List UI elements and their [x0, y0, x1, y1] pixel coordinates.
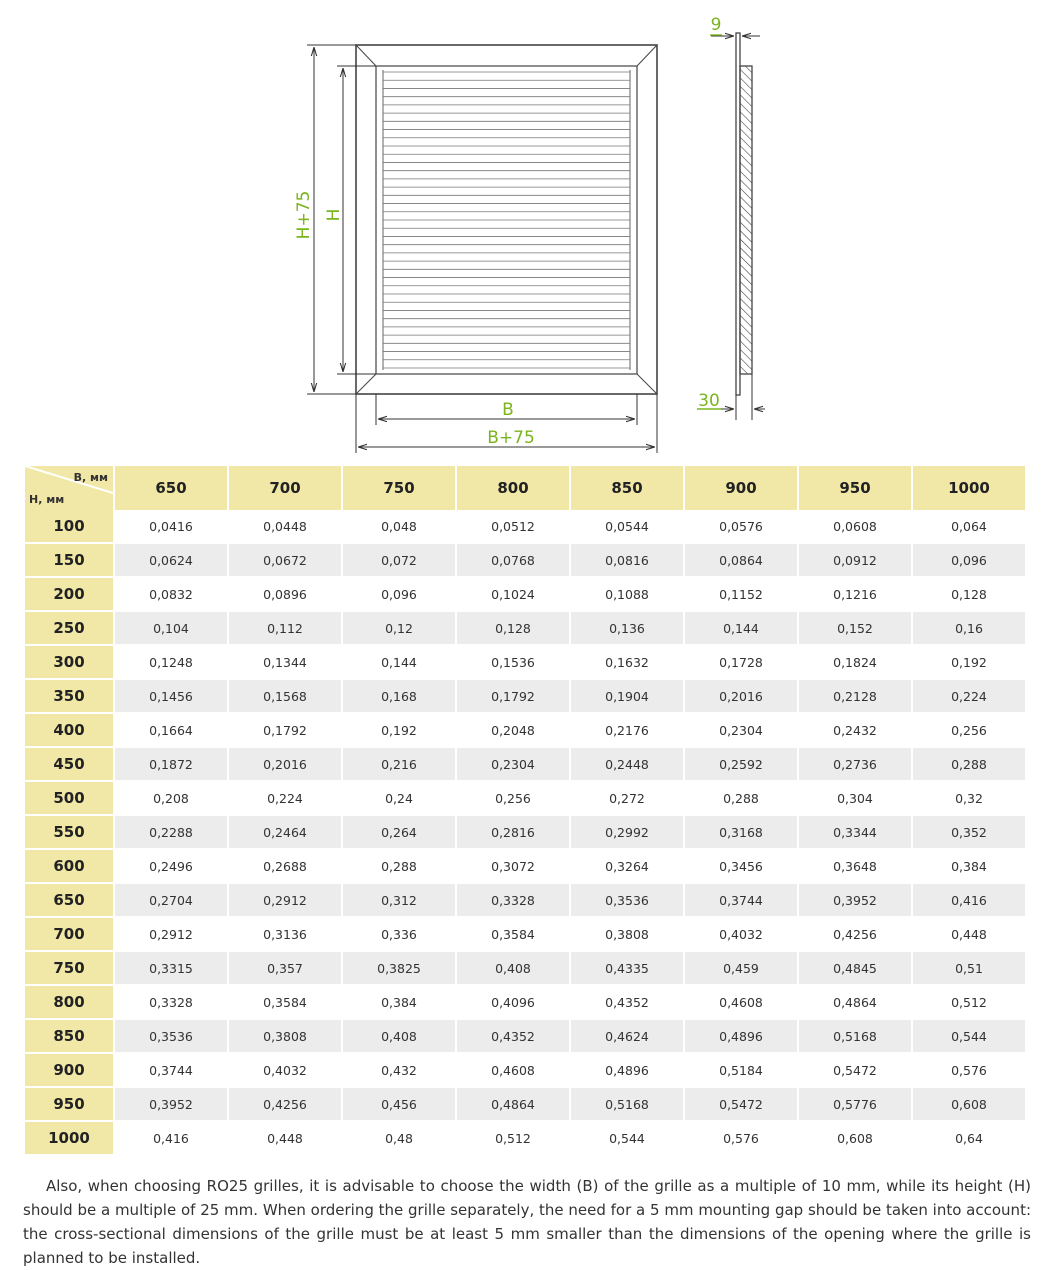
row-header-height: 900 [25, 1054, 113, 1088]
table-cell-area: 0,3584 [457, 918, 569, 952]
table-row [25, 1088, 1025, 1122]
table-row [25, 952, 1025, 986]
table-row [25, 884, 1025, 918]
table-cell-area: 0,0608 [799, 510, 911, 544]
table-cell-area: 0,2464 [229, 816, 341, 850]
table-cell-area: 0,104 [115, 612, 227, 646]
row-header-height: 350 [25, 680, 113, 714]
table-cell-area: 0,0896 [229, 578, 341, 612]
table-cell-area: 0,112 [229, 612, 341, 646]
table-cell-area: 0,1728 [685, 646, 797, 680]
table-cell-area: 0,2448 [571, 748, 683, 782]
table-cell-area: 0,2304 [685, 714, 797, 748]
table-cell-area: 0,3344 [799, 816, 911, 850]
table-cell-area: 0,1824 [799, 646, 911, 680]
table-cell-area: 0,5168 [799, 1020, 911, 1054]
row-header-height: 550 [25, 816, 113, 850]
dimension-label-h-inner: H [324, 208, 344, 222]
footnote-text: Also, when choosing RO25 grilles, it is advisable to choose the width (B) of the grille as a multiple of 10 mm, while its height (H) should be a multiple of 25 mm. When ordering the grille separately, the need for a 5 mm mounting gap should be taken into account: the cross-sectional dimensions of the grille must be at least 5 mm smaller than the dimensions of the opening where the grille is planned to be installed. [23, 1177, 1031, 1267]
table-cell-area: 0,544 [571, 1122, 683, 1156]
table-cell-area: 0,1152 [685, 578, 797, 612]
table-cell-area: 0,288 [913, 748, 1025, 782]
table-cell-area: 0,128 [913, 578, 1025, 612]
table-cell-area: 0,192 [343, 714, 455, 748]
table-cell-area: 0,1456 [115, 680, 227, 714]
table-cell-area: 0,3328 [115, 986, 227, 1020]
table-cell-area: 0,216 [343, 748, 455, 782]
table-cell-area: 0,4256 [799, 918, 911, 952]
column-header-width: 900 [685, 466, 797, 510]
table-cell-area: 0,4845 [799, 952, 911, 986]
table-row [25, 1122, 1025, 1156]
table-cell-area: 0,1792 [457, 680, 569, 714]
table-cell-area: 0,456 [343, 1088, 455, 1122]
table-cell-area: 0,4352 [571, 986, 683, 1020]
corner-label-height: H, мм [29, 493, 65, 506]
table-cell-area: 0,256 [457, 782, 569, 816]
table-cell-area: 0,4032 [229, 1054, 341, 1088]
column-header-width: 800 [457, 466, 569, 510]
table-cell-area: 0,0624 [115, 544, 227, 578]
row-header-height: 850 [25, 1020, 113, 1054]
table-cell-area: 0,2688 [229, 850, 341, 884]
table-cell-area: 0,3315 [115, 952, 227, 986]
table-cell-area: 0,576 [685, 1122, 797, 1156]
table-row [25, 1020, 1025, 1054]
grille-slats [383, 72, 630, 368]
table-cell-area: 0,3952 [799, 884, 911, 918]
table-cell-area: 0,1792 [229, 714, 341, 748]
table-row [25, 1054, 1025, 1088]
table-cell-area: 0,4096 [457, 986, 569, 1020]
table-cell-area: 0,3744 [685, 884, 797, 918]
table-row [25, 816, 1025, 850]
column-header-width: 1000 [913, 466, 1025, 510]
table-cell-area: 0,0816 [571, 544, 683, 578]
table-row [25, 782, 1025, 816]
table-cell-area: 0,0912 [799, 544, 911, 578]
table-cell-area: 0,357 [229, 952, 341, 986]
table-cell-area: 0,4624 [571, 1020, 683, 1054]
table-cell-area: 0,3136 [229, 918, 341, 952]
row-header-height: 950 [25, 1088, 113, 1122]
table-cell-area: 0,0416 [115, 510, 227, 544]
column-header-width: 700 [229, 466, 341, 510]
table-cell-area: 0,1344 [229, 646, 341, 680]
table-cell-area: 0,312 [343, 884, 455, 918]
column-header-width: 950 [799, 466, 911, 510]
grille-technical-drawing [0, 0, 1051, 462]
table-cell-area: 0,5472 [685, 1088, 797, 1122]
table-cell-area: 0,4608 [685, 986, 797, 1020]
row-header-height: 250 [25, 612, 113, 646]
table-cell-area: 0,336 [343, 918, 455, 952]
table-cell-area: 0,3456 [685, 850, 797, 884]
table-cell-area: 0,1248 [115, 646, 227, 680]
table-cell-area: 0,0576 [685, 510, 797, 544]
corner-label-width: B, мм [73, 471, 108, 484]
table-cell-area: 0,3536 [115, 1020, 227, 1054]
row-header-height: 700 [25, 918, 113, 952]
table-cell-area: 0,4864 [799, 986, 911, 1020]
table-cell-area: 0,3264 [571, 850, 683, 884]
table-row [25, 986, 1025, 1020]
table-cell-area: 0,3825 [343, 952, 455, 986]
row-header-height: 400 [25, 714, 113, 748]
table-cell-area: 0,4896 [571, 1054, 683, 1088]
table-cell-area: 0,2912 [115, 918, 227, 952]
row-header-height: 750 [25, 952, 113, 986]
column-header-width: 850 [571, 466, 683, 510]
table-cell-area: 0,1632 [571, 646, 683, 680]
table-cell-area: 0,304 [799, 782, 911, 816]
table-cell-area: 0,2592 [685, 748, 797, 782]
table-row [25, 748, 1025, 782]
table-cell-area: 0,0544 [571, 510, 683, 544]
row-header-height: 100 [25, 510, 113, 544]
table-cell-area: 0,288 [685, 782, 797, 816]
table-cell-area: 0,2816 [457, 816, 569, 850]
table-cell-area: 0,5472 [799, 1054, 911, 1088]
table-cell-area: 0,4896 [685, 1020, 797, 1054]
table-cell-area: 0,144 [343, 646, 455, 680]
table-cell-area: 0,4352 [457, 1020, 569, 1054]
table-cell-area: 0,048 [343, 510, 455, 544]
table-cell-area: 0,408 [343, 1020, 455, 1054]
table-row [25, 918, 1025, 952]
table-cell-area: 0,1088 [571, 578, 683, 612]
table-cell-area: 0,136 [571, 612, 683, 646]
row-header-height: 600 [25, 850, 113, 884]
table-cell-area: 0,1216 [799, 578, 911, 612]
table-cell-area: 0,416 [913, 884, 1025, 918]
table-cell-area: 0,3536 [571, 884, 683, 918]
dimension-label-thickness: 9 [710, 15, 722, 35]
table-cell-area: 0,352 [913, 816, 1025, 850]
table-cell-area: 0,2128 [799, 680, 911, 714]
table-cell-area: 0,608 [799, 1122, 911, 1156]
table-row [25, 714, 1025, 748]
table-cell-area: 0,1024 [457, 578, 569, 612]
row-header-height: 300 [25, 646, 113, 680]
column-header-width: 650 [115, 466, 227, 510]
table-cell-area: 0,4032 [685, 918, 797, 952]
table-row [25, 510, 1025, 544]
table-cell-area: 0,408 [457, 952, 569, 986]
table-cell-area: 0,168 [343, 680, 455, 714]
table-cell-area: 0,0448 [229, 510, 341, 544]
table-cell-area: 0,0768 [457, 544, 569, 578]
table-cell-area: 0,0512 [457, 510, 569, 544]
table-cell-area: 0,2288 [115, 816, 227, 850]
table-cell-area: 0,4864 [457, 1088, 569, 1122]
table-cell-area: 0,2704 [115, 884, 227, 918]
dimension-label-b-outer: B+75 [487, 428, 535, 448]
table-body [25, 510, 1025, 1156]
table-cell-area: 0,0672 [229, 544, 341, 578]
table-cell-area: 0,608 [913, 1088, 1025, 1122]
table-cell-area: 0,2304 [457, 748, 569, 782]
row-header-height: 1000 [25, 1122, 113, 1156]
row-header-height: 800 [25, 986, 113, 1020]
table-cell-area: 0,3072 [457, 850, 569, 884]
table-cell-area: 0,152 [799, 612, 911, 646]
column-header-width: 750 [343, 466, 455, 510]
table-cell-area: 0,5776 [799, 1088, 911, 1122]
table-cell-area: 0,1568 [229, 680, 341, 714]
table-cell-area: 0,24 [343, 782, 455, 816]
row-header-height: 200 [25, 578, 113, 612]
table-cell-area: 0,192 [913, 646, 1025, 680]
table-cell-area: 0,3168 [685, 816, 797, 850]
table-cell-area: 0,459 [685, 952, 797, 986]
table-cell-area: 0,144 [685, 612, 797, 646]
table-cell-area: 0,3328 [457, 884, 569, 918]
table-cell-area: 0,4256 [229, 1088, 341, 1122]
table-cell-area: 0,2992 [571, 816, 683, 850]
table-cell-area: 0,2048 [457, 714, 569, 748]
table-cell-area: 0,264 [343, 816, 455, 850]
table-cell-area: 0,48 [343, 1122, 455, 1156]
table-cell-area: 0,512 [913, 986, 1025, 1020]
table-cell-area: 0,128 [457, 612, 569, 646]
table-cell-area: 0,064 [913, 510, 1025, 544]
table-row [25, 646, 1025, 680]
table-cell-area: 0,432 [343, 1054, 455, 1088]
table-cell-area: 0,224 [229, 782, 341, 816]
table-cell-area: 0,4608 [457, 1054, 569, 1088]
table-cell-area: 0,416 [115, 1122, 227, 1156]
row-header-height: 450 [25, 748, 113, 782]
table-cell-area: 0,3584 [229, 986, 341, 1020]
table-cell-area: 0,072 [343, 544, 455, 578]
table-cell-area: 0,272 [571, 782, 683, 816]
grille-front-view [356, 45, 657, 394]
table-cell-area: 0,576 [913, 1054, 1025, 1088]
table-cell-area: 0,2432 [799, 714, 911, 748]
table-cell-area: 0,224 [913, 680, 1025, 714]
row-header-height: 150 [25, 544, 113, 578]
table-row [25, 544, 1025, 578]
table-cell-area: 0,1664 [115, 714, 227, 748]
table-cell-area: 0,3808 [571, 918, 683, 952]
table-cell-area: 0,384 [343, 986, 455, 1020]
table-cell-area: 0,2736 [799, 748, 911, 782]
table-cell-area: 0,0864 [685, 544, 797, 578]
table-header-row [25, 466, 1025, 510]
table-corner-cell [25, 466, 113, 510]
table-cell-area: 0,544 [913, 1020, 1025, 1054]
row-header-height: 650 [25, 884, 113, 918]
table-cell-area: 0,16 [913, 612, 1025, 646]
table-cell-area: 0,51 [913, 952, 1025, 986]
table-cell-area: 0,4335 [571, 952, 683, 986]
table-cell-area: 0,5184 [685, 1054, 797, 1088]
table-row [25, 850, 1025, 884]
table-row [25, 578, 1025, 612]
dimension-label-b-inner: B [502, 400, 514, 420]
table-cell-area: 0,208 [115, 782, 227, 816]
table-cell-area: 0,256 [913, 714, 1025, 748]
table-cell-area: 0,512 [457, 1122, 569, 1156]
free-area-table [23, 466, 1027, 1156]
table-cell-area: 0,096 [913, 544, 1025, 578]
dimension-label-h-outer: H+75 [294, 190, 314, 240]
table-cell-area: 0,3744 [115, 1054, 227, 1088]
table-cell-area: 0,2016 [685, 680, 797, 714]
table-cell-area: 0,1536 [457, 646, 569, 680]
table-row [25, 680, 1025, 714]
table-cell-area: 0,0832 [115, 578, 227, 612]
dimension-label-depth: 30 [698, 391, 720, 411]
grille-side-profile [736, 33, 752, 395]
table-cell-area: 0,288 [343, 850, 455, 884]
table-cell-area: 0,2176 [571, 714, 683, 748]
table-cell-area: 0,448 [229, 1122, 341, 1156]
table-cell-area: 0,12 [343, 612, 455, 646]
table-cell-area: 0,2016 [229, 748, 341, 782]
table-cell-area: 0,5168 [571, 1088, 683, 1122]
table-cell-area: 0,32 [913, 782, 1025, 816]
table-cell-area: 0,64 [913, 1122, 1025, 1156]
table-cell-area: 0,2496 [115, 850, 227, 884]
table-cell-area: 0,2912 [229, 884, 341, 918]
table-cell-area: 0,3808 [229, 1020, 341, 1054]
row-header-height: 500 [25, 782, 113, 816]
table-cell-area: 0,1872 [115, 748, 227, 782]
table-row [25, 612, 1025, 646]
table-cell-area: 0,448 [913, 918, 1025, 952]
table-cell-area: 0,3952 [115, 1088, 227, 1122]
table-cell-area: 0,1904 [571, 680, 683, 714]
table-cell-area: 0,3648 [799, 850, 911, 884]
table-cell-area: 0,096 [343, 578, 455, 612]
table-cell-area: 0,384 [913, 850, 1025, 884]
